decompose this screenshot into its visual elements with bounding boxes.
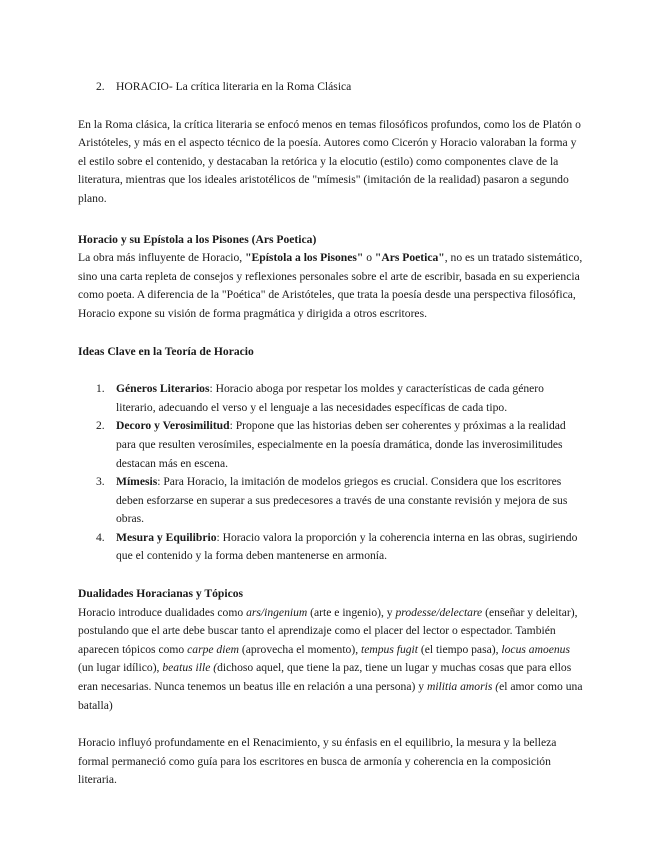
text-run: (un lugar idílico), [78,661,163,675]
list-text: : Horacio aboga por respetar los moldes y características de cada género literario, adecuando el verso y el lenguaje a las necesidades específicas de cada tipo. [116,382,544,414]
list-number: 3. [96,475,105,489]
heading-text: HORACIO- La crítica literaria en la Roma Clásica [116,80,352,93]
list-item [78,417,583,473]
ideas-list [78,380,583,566]
text-run: (el tiempo pasa), [418,642,502,656]
italic-term: prodesse/delectare [395,605,483,619]
text-run: (arte e ingenio), y [307,605,396,619]
list-number: 4. [96,530,105,544]
list-text: : Horacio valora la proporción y la coherencia interna en las obras, sugiriendo que el contenido y la forma deben mantenerse en armonía. [116,530,578,563]
text-run: el amor como una batalla) [78,680,583,712]
list-term: Decoro y Verosimilitud [116,419,230,433]
bold-title-epistola: "Epístola a los Pisones" [245,251,364,265]
section-heading [96,78,583,97]
ideas-title: Ideas Clave en la Teoría de Horacio [78,344,254,358]
list-number: 1. [96,382,105,396]
document-body [78,78,583,790]
dualidades-title: Dualidades Horacianas y Tópicos [78,587,244,601]
heading-number: 2. [96,80,105,93]
text-run: dichoso aquel, que tiene la paz, tiene un lugar y muchas cosas que para ellos eran necesarias. Nunca tenemos un beatus ille en relación a una persona) y [78,661,572,694]
text-run: , no es un tratado sistemático, sino una carta repleta de consejos y reflexiones personales sobre el arte de escribir, basada en su experiencia como poeta. A diferencia de la "Poética" de Aristóteles, que trata la poesía desde una perspectiva filosófica, Horacio expone su visión de forma pragmática y dirigida a otros escritores. [78,251,583,320]
list-item [78,380,583,417]
italic-term: beatus ille ( [162,661,218,675]
list-item [78,473,583,529]
dualidades-paragraph [78,604,583,716]
epistola-title: Horacio y su Epístola a los Pisones (Ars Poetica) [78,232,317,246]
list-term: Mesura y Equilibrio [116,530,217,544]
italic-term: militia amoris ( [426,680,500,694]
intro-paragraph: En la Roma clásica, la crítica literaria se enfocó menos en temas filosóficos profundos, como los de Platón o Aristóteles, y más en el aspecto técnico de la poesía. Autores como Cicerón y Horacio valoraban la forma y el estilo sobre el contenido, y destacaban la retórica y la elocutio (estilo) como componentes clave de la literatura, mientras que los ideales aristotélicos de "mímesis" (imitación de la realidad) pasaron a segundo plano. [78,117,581,205]
text-run: (aprovecha el momento), [238,642,361,656]
italic-term: tempus fugit [361,642,419,656]
italic-term: ars/ingenium [246,605,308,619]
epistola-paragraph [78,249,583,323]
text-run: La obra más influyente de Horacio, [78,251,246,265]
text-run: o [363,251,375,265]
list-text: : Propone que las historias deben ser coherentes y próximas a la realidad para que resulten verosímiles, especialmente en la poesía dramática, donde las inverosimilitudes destacan más en escena. [116,419,566,470]
italic-term: locus amoenus [501,642,570,656]
text-run: Horacio introduce dualidades como [78,605,247,619]
bold-title-ars-poetica: "Ars Poetica" [374,251,445,265]
list-text: : Para Horacio, la imitación de modelos griegos es crucial. Considera que los escritores deben esforzarse en superar a sus predecesores a través de una constante revisión y mejora de sus obras. [116,475,568,526]
text-run: (enseñar y deleitar), postulando que el arte debe buscar tanto el aprendizaje como el placer del lector o espectador. También aparecen tópicos como [78,605,578,656]
list-item [78,529,583,566]
conclusion-paragraph: Horacio influyó profundamente en el Renacimiento, y su énfasis en el equilibrio, la mesura y la belleza formal permaneció como guía para los escritores en busca de armonía y coherencia en la composición literaria. [78,736,557,787]
list-term: Géneros Literarios [116,382,210,396]
italic-term: carpe diem [187,642,239,656]
list-term: Mímesis [116,475,158,489]
list-number: 2. [96,419,105,433]
